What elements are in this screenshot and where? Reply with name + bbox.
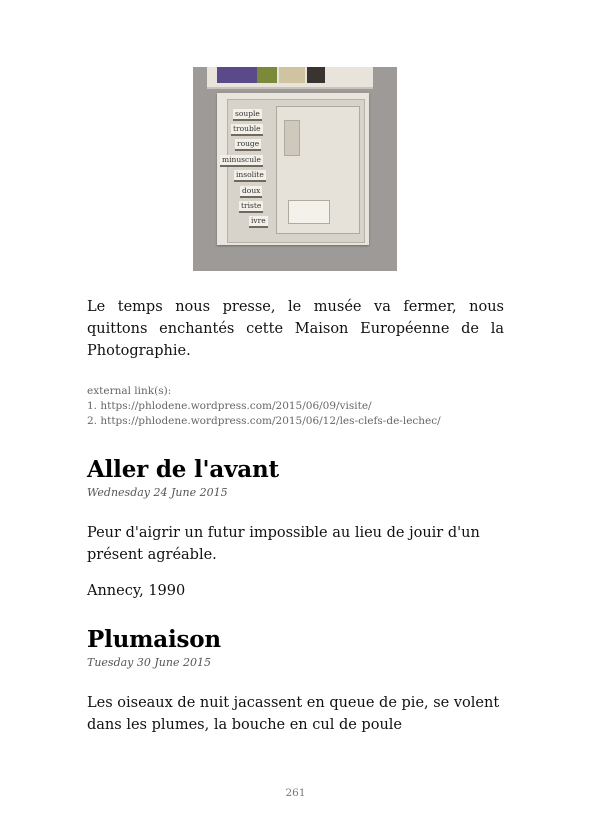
external-links-heading: external link(s): xyxy=(87,385,172,397)
photo-word-2: trouble xyxy=(231,124,263,136)
page-number: 261 xyxy=(285,787,306,799)
post-title: Aller de l'avant xyxy=(87,456,279,483)
photo-word-1: souple xyxy=(233,109,262,121)
torn-paper-shadow xyxy=(284,120,300,156)
photo-word-4: minuscule xyxy=(220,155,263,167)
post-paragraph: Annecy, 1990 xyxy=(87,583,186,599)
external-links xyxy=(87,384,441,429)
post-paragraph: Peur d'aigrir un futur impossible au lieu de jouir d'un présent agréable. xyxy=(87,525,480,563)
post-paragraph: Les oiseaux de nuit jacassent en queue de pie, se volent dans les plumes, la bouche en cul de poule xyxy=(87,695,500,733)
photo-word-6: doux xyxy=(240,186,262,198)
post-date: Tuesday 30 June 2015 xyxy=(87,656,211,669)
body-paragraph: Le temps nous presse, le musée va fermer, nous quittons enchantés cette Maison Européenne de la Photographie. xyxy=(87,299,504,359)
photo-word-8: ivre xyxy=(249,216,268,228)
photo-word-5: insolite xyxy=(234,170,266,182)
post-title: Plumaison xyxy=(87,626,221,653)
photo-stripe-tan xyxy=(279,67,305,83)
photo-stripe-green xyxy=(257,67,277,83)
artwork-photo xyxy=(193,67,397,271)
photo-card-top xyxy=(207,67,373,89)
photo-word-3: rouge xyxy=(235,139,261,151)
external-link-2[interactable]: 2. https://phlodene.wordpress.com/2015/06/12/les-clefs-de-lechec/ xyxy=(87,415,441,427)
external-link-1[interactable]: 1. https://phlodene.wordpress.com/2015/06/09/visite/ xyxy=(87,400,372,412)
post-date: Wednesday 24 June 2015 xyxy=(87,486,228,499)
photo-stripe-purple xyxy=(217,67,257,83)
photo-stripe-dark xyxy=(307,67,325,83)
torn-paper-fold xyxy=(288,200,330,224)
photo-word-7: triste xyxy=(239,201,263,213)
